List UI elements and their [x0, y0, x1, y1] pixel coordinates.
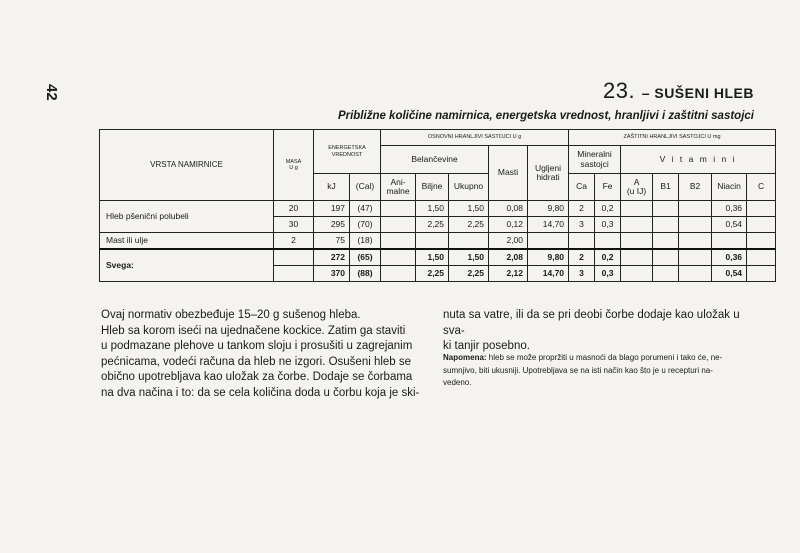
header-masa: MASA U g [274, 130, 314, 201]
cell-ugljeni: 9,80 [528, 201, 569, 217]
note-line: sumnjivo, biti ukusniji. Upotrebljava se na isti način kao što je u recepturi na- [443, 365, 713, 375]
nutrition-table [99, 129, 776, 282]
cell-a [621, 233, 653, 250]
cell-cal: (70) [350, 217, 381, 233]
row-name: Hleb pšenični polubeli [100, 201, 274, 233]
cell-a [621, 249, 653, 266]
header-osnovni: OSNOVNI HRANLJIVI SASTOJCI U g [381, 130, 569, 146]
header-zastitni: ZAŠTITNI HRANLJIVI SASTOJCI U mg [569, 130, 776, 146]
page-number: 42 [43, 84, 60, 101]
header-mineralni: Mineralni sastojci [569, 146, 621, 174]
note-line: vedeno. [443, 378, 472, 387]
cell-biljne: 1,50 [416, 201, 449, 217]
cell-biljne: 2,25 [416, 217, 449, 233]
cell-masti: 0,12 [489, 217, 528, 233]
cell-niacin: 0,36 [712, 249, 747, 266]
recipe-name: – SUŠENI HLEB [641, 85, 754, 101]
header-biljne: Biljne [416, 174, 449, 201]
cell-b1 [653, 233, 679, 250]
cell-kj: 272 [314, 249, 350, 266]
cell-c [747, 217, 776, 233]
cell-ca: 3 [569, 266, 595, 282]
cell-masti: 0,08 [489, 201, 528, 217]
header-energetska: ENERGETSKA VREDNOST [314, 130, 381, 174]
header-b1: B1 [653, 174, 679, 201]
note-label: Napomena: [443, 353, 487, 362]
header-vrsta: VRSTA NAMIRNICE [100, 130, 274, 201]
cell-ukupno: 1,50 [449, 249, 489, 266]
cell-masti: 2,08 [489, 249, 528, 266]
text-line: na dva načina i to: da se cela količina doda u čorbu koja je ski- [101, 386, 420, 399]
recipe-text-right [443, 308, 763, 355]
cell-masti: 2,12 [489, 266, 528, 282]
cell-animalne [381, 233, 416, 250]
cell-ugljeni: 14,70 [528, 266, 569, 282]
cell-niacin: 0,54 [712, 217, 747, 233]
cell-b1 [653, 201, 679, 217]
text-line: pećnicama, vodeći računa da hleb ne izgori. Osušeni hleb se [101, 355, 412, 368]
cell-c [747, 266, 776, 282]
cell-animalne [381, 217, 416, 233]
header-fe: Fe [595, 174, 621, 201]
header-belancevine: Belančevine [381, 146, 489, 174]
header-ukupno: Ukupno [449, 174, 489, 201]
note-line: hleb se može propržiti u masnoći da blago porumeni i tako će, ne- [488, 353, 723, 362]
cell-b1 [653, 217, 679, 233]
cell-animalne [381, 266, 416, 282]
header-ca: Ca [569, 174, 595, 201]
cell-ca: 3 [569, 217, 595, 233]
cell-biljne [416, 233, 449, 250]
header-niacin: Niacin [712, 174, 747, 201]
text-line: ki tanjir posebno. [443, 340, 530, 352]
cell-niacin: 0,54 [712, 266, 747, 282]
cell-b2 [679, 266, 712, 282]
header-b2: B2 [679, 174, 712, 201]
total-row [100, 249, 776, 266]
cell-fe: 0,2 [595, 249, 621, 266]
cell-c [747, 249, 776, 266]
cell-a [621, 201, 653, 217]
cell-fe: 0,3 [595, 266, 621, 282]
cell-kj: 197 [314, 201, 350, 217]
cell-b2 [679, 233, 712, 250]
cell-masa [274, 249, 314, 266]
cell-ugljeni: 9,80 [528, 249, 569, 266]
cell-niacin: 0,36 [712, 201, 747, 217]
cell-cal: (47) [350, 201, 381, 217]
cell-fe: 0,3 [595, 217, 621, 233]
text-line: nuta sa vatre, ili da se pri deobi čorbe dodaje kao uložak u sva- [443, 309, 740, 337]
row-name: Mast ili ulje [100, 233, 274, 250]
cell-cal: (88) [350, 266, 381, 282]
header-a: A (u IJ) [621, 174, 653, 201]
cell-c [747, 233, 776, 250]
table-row [100, 201, 776, 217]
cell-b1 [653, 266, 679, 282]
cell-b2 [679, 201, 712, 217]
cell-masa: 20 [274, 201, 314, 217]
table-row [100, 233, 776, 250]
cell-masa: 30 [274, 217, 314, 233]
cell-ukupno: 2,25 [449, 217, 489, 233]
cell-cal: (65) [350, 249, 381, 266]
header-c: C [747, 174, 776, 201]
cell-c [747, 201, 776, 217]
cell-masti: 2,00 [489, 233, 528, 250]
table-caption: Približne količine namirnica, energetska vrednost, hranljivi i zaštitni sastojci [337, 110, 754, 122]
header-masti: Masti [489, 146, 528, 201]
recipe-number: 23. [602, 78, 636, 103]
cell-ugljeni [528, 233, 569, 250]
header-animalne: Ani- malne [381, 174, 416, 201]
header-ugljeni: Ugljeni hidrati [528, 146, 569, 201]
text-line: Ovaj normativ obezbeđuje 15–20 g sušenog hleba. [101, 309, 361, 321]
cell-a [621, 266, 653, 282]
header-vitamini: V i t a m i n i [621, 146, 776, 174]
cell-b2 [679, 217, 712, 233]
cell-cal: (18) [350, 233, 381, 250]
cell-a [621, 217, 653, 233]
cell-ukupno: 2,25 [449, 266, 489, 282]
cell-ca [569, 233, 595, 250]
cell-biljne: 2,25 [416, 266, 449, 282]
header-cal: (Cal) [350, 174, 381, 201]
cell-fe [595, 233, 621, 250]
cell-ca: 2 [569, 201, 595, 217]
cell-ca: 2 [569, 249, 595, 266]
cell-fe: 0,2 [595, 201, 621, 217]
svega-label: Svega: [100, 249, 274, 282]
cell-masa [274, 266, 314, 282]
bleed-through-background [130, 420, 650, 530]
text-line: u podmazane plehove u tankom sloju i prosušiti u zagrejanim [101, 340, 413, 352]
cell-kj: 370 [314, 266, 350, 282]
note-block [443, 352, 761, 390]
cell-kj: 295 [314, 217, 350, 233]
recipe-title [603, 78, 754, 104]
recipe-text-left [101, 308, 421, 401]
cell-animalne [381, 249, 416, 266]
header-kj: kJ [314, 174, 350, 201]
cell-kj: 75 [314, 233, 350, 250]
cell-ukupno [449, 233, 489, 250]
cell-ukupno: 1,50 [449, 201, 489, 217]
text-line: obično upotrebljava kao uložak za čorbe. Dodaje se čorbama [101, 371, 413, 383]
cell-niacin [712, 233, 747, 250]
cell-b1 [653, 249, 679, 266]
cell-b2 [679, 249, 712, 266]
cell-masa: 2 [274, 233, 314, 250]
cell-ugljeni: 14,70 [528, 217, 569, 233]
cell-animalne [381, 201, 416, 217]
text-line: Hleb sa korom iseći na ujednačene kockice. Zatim ga staviti [101, 324, 406, 337]
cell-biljne: 1,50 [416, 249, 449, 266]
